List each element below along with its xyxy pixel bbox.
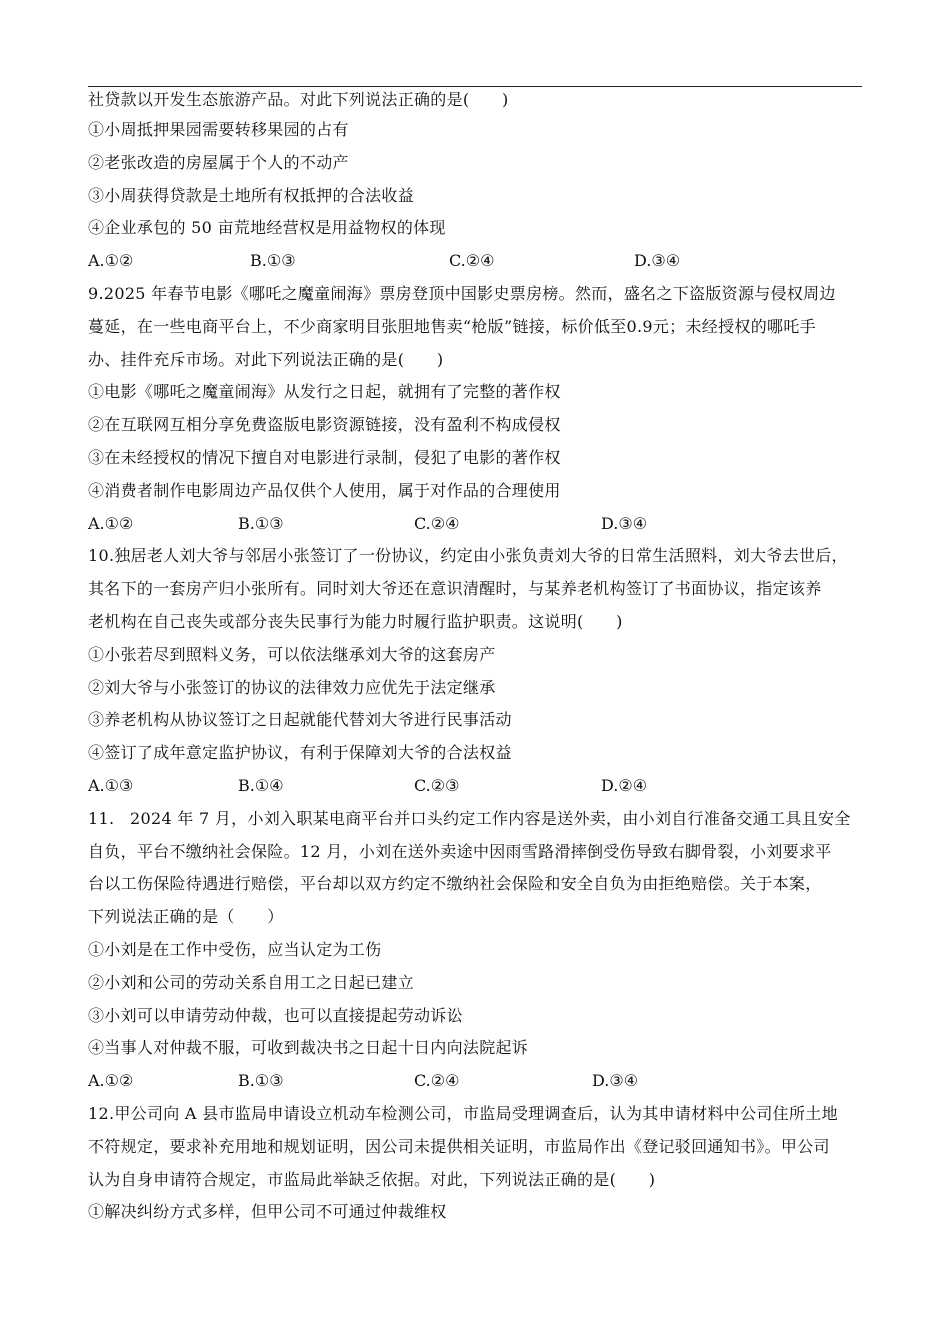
answer-options <box>88 508 862 541</box>
option-b: B.①③ <box>250 251 296 271</box>
option-d: D.②④ <box>601 775 648 795</box>
question-stem-line: 12.甲公司向 A 县市监局申请设立机动车检测公司，市监局受理调查后，认为其申请材料中公司住所土地 <box>88 1103 838 1123</box>
statement-3: ③养老机构从协议签订之日起就能代替刘大爷进行民事活动 <box>88 710 512 730</box>
statement-3: ③在未经授权的情况下擅自对电影进行录制，侵犯了电影的著作权 <box>88 447 561 467</box>
question-stem-line: 9.2025 年春节电影《哪吒之魔童闹海》票房登顶中国影史票房榜。然而，盛名之下盗版资源与侵权周边 <box>88 283 836 303</box>
question-12 <box>88 1098 862 1229</box>
statement-2: ②小刘和公司的劳动关系自用工之日起已建立 <box>88 972 415 992</box>
question-stem-line: 下列说法正确的是（ ） <box>88 907 284 927</box>
statement-2: ②刘大爷与小张签订的协议的法律效力应优先于法定继承 <box>88 677 496 697</box>
question-stem-line: 社贷款以开发生态旅游产品。对此下列说法正确的是( ) <box>88 90 509 109</box>
question-stem-line: 10.独居老人刘大爷与邻居小张签订了一份协议，约定由小张负责刘大爷的日常生活照料，刘大爷去世后， <box>88 546 848 566</box>
question-stem-line: 其名下的一套房产归小张所有。同时刘大爷还在意识清醒时，与某养老机构签订了书面协议，指定该养 <box>88 579 822 599</box>
statement-4: ④消费者制作电影周边产品仅供个人使用，属于对作品的合理使用 <box>88 480 561 500</box>
exam-page <box>88 86 862 1229</box>
statement-4: ④当事人对仲裁不服，可收到裁决书之日起十日内向法院起诉 <box>88 1038 529 1058</box>
question-stem-line: 台以工伤保险待遇进行赔偿，平台却以双方约定不缴纳社会保险和安全自负为由拒绝赔偿。关于本案， <box>88 874 822 894</box>
question-10 <box>88 540 862 802</box>
question-stem-line: 不符规定，要求补充用地和规划证明，因公司未提供相关证明，市监局作出《登记驳回通知书》。甲公司 <box>88 1136 830 1156</box>
option-c: C.②④ <box>414 1071 460 1091</box>
statement-3: ③小刘可以申请劳动仲裁，也可以直接提起劳动诉讼 <box>88 1005 463 1025</box>
question-stem-line: 认为自身申请符合规定，市监局此举缺乏依据。对此，下列说法正确的是( ) <box>88 1169 656 1189</box>
statement-1: ①电影《哪吒之魔童闹海》从发行之日起，就拥有了完整的著作权 <box>88 382 561 402</box>
option-b: B.①③ <box>238 513 284 533</box>
statement-1: ①小张若尽到照料义务，可以依法继承刘大爷的这套房产 <box>88 644 496 664</box>
option-a: A.①② <box>88 513 134 533</box>
question-8 <box>88 86 862 278</box>
option-b: B.①③ <box>238 1071 284 1091</box>
question-stem-line: 老机构在自己丧失或部分丧失民事行为能力时履行监护职责。这说明( ) <box>88 611 623 631</box>
statement-1: ①解决纠纷方式多样，但甲公司不可通过仲裁维权 <box>88 1202 447 1222</box>
question-stem-line: 自负，平台不缴纳社会保险。12 月，小刘在送外卖途中因雨雪路滑摔倒受伤导致右脚骨裂，小刘要求平 <box>88 841 832 861</box>
statement-4: ④企业承包的 50 亩荒地经营权是用益物权的体现 <box>88 218 446 238</box>
option-b: B.①④ <box>238 775 284 795</box>
option-d: D.③④ <box>592 1071 639 1091</box>
answer-options <box>88 770 862 803</box>
statement-2: ②老张改造的房屋属于个人的不动产 <box>88 152 349 172</box>
statement-1: ①小刘是在工作中受伤，应当认定为工伤 <box>88 939 382 959</box>
question-11 <box>88 803 862 1098</box>
answer-options <box>88 1065 862 1098</box>
question-stem-text: 2024 年 7 月，小刘入职某电商平台并口头约定工作内容是送外卖，由小刘自行准备交通工具且安全 <box>130 808 851 828</box>
question-9 <box>88 278 862 540</box>
option-a: A.①② <box>88 251 134 271</box>
question-number: 11. <box>88 808 115 828</box>
option-c: C.②③ <box>414 775 460 795</box>
question-stem-line: 办、挂件充斥市场。对此下列说法正确的是( ) <box>88 349 444 369</box>
option-a: A.①③ <box>88 775 134 795</box>
option-a: A.①② <box>88 1071 134 1091</box>
option-c: C.②④ <box>414 513 460 533</box>
statement-2: ②在互联网互相分享免费盗版电影资源链接，没有盈利不构成侵权 <box>88 415 561 435</box>
option-c: C.②④ <box>449 251 495 271</box>
answer-options <box>88 245 862 278</box>
question-stem-line <box>88 803 862 836</box>
option-d: D.③④ <box>634 251 681 271</box>
option-d: D.③④ <box>601 513 648 533</box>
statement-1: ①小周抵押果园需要转移果园的占有 <box>88 120 349 139</box>
statement-4: ④签订了成年意定监护协议，有利于保障刘大爷的合法权益 <box>88 743 512 763</box>
statement-3: ③小周获得贷款是土地所有权抵押的合法收益 <box>88 185 415 205</box>
question-stem-line: 蔓延，在一些电商平台上，不少商家明目张胆地售卖“枪版”链接，标价低至0.9元；未经授权的哪吒手 <box>88 316 816 336</box>
